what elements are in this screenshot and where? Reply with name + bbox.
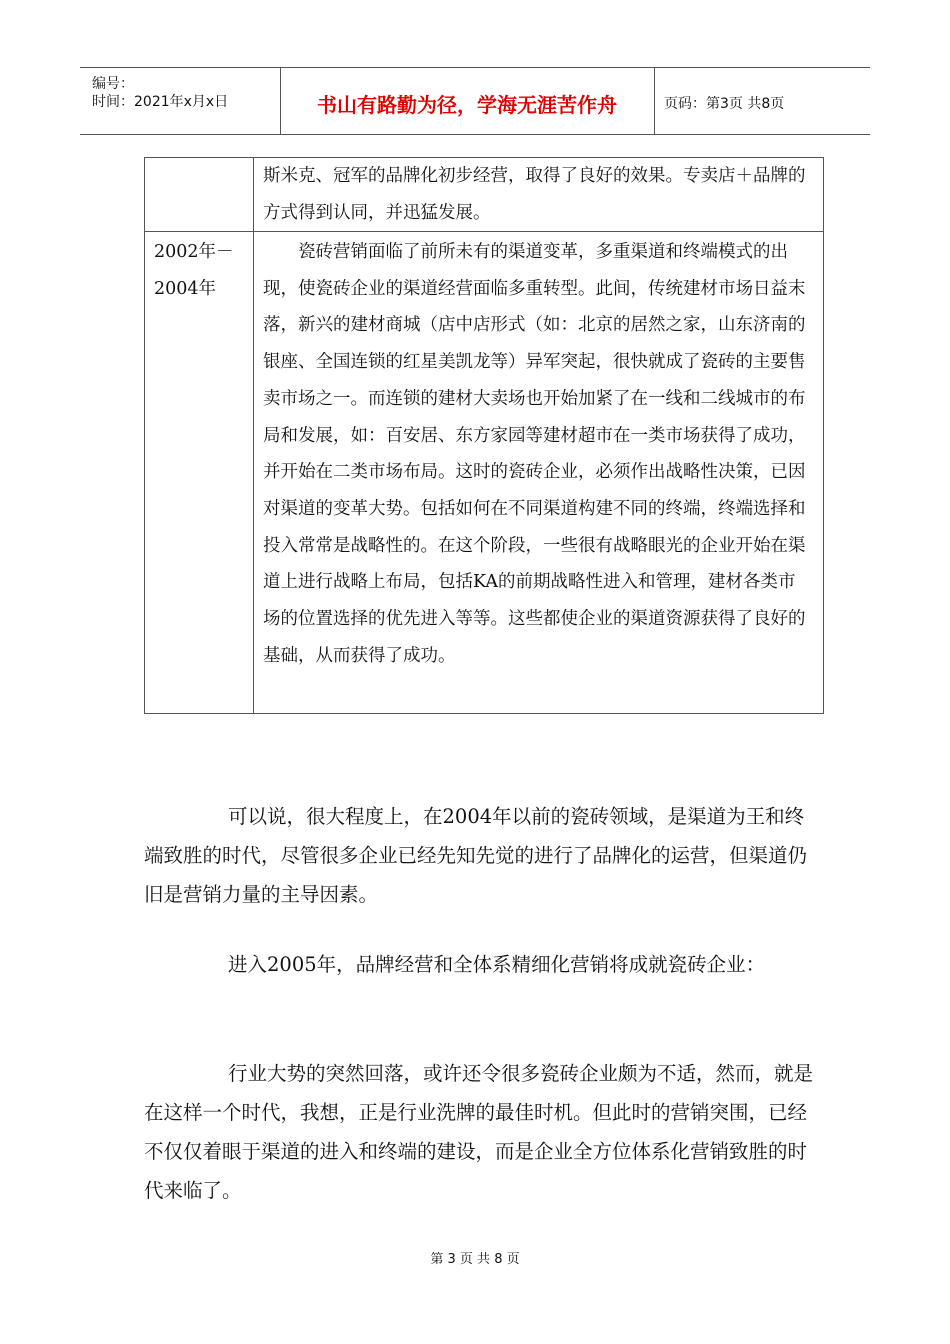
header-top-rule <box>80 67 870 68</box>
body-paragraph-2: 进入2005年，品牌经营和全体系精细化营销将成就瓷砖企业： <box>228 953 766 976</box>
table-column-divider <box>253 158 254 713</box>
header-number-label: 编号： <box>92 76 134 92</box>
header-divider-right <box>654 67 655 135</box>
header-motto: 书山有路勤为径，学海无涯苦作舟 <box>317 93 617 117</box>
page-header <box>80 67 870 135</box>
header-page-label: 页码：第3页 共8页 <box>664 96 785 112</box>
table-row2-year: 2002年－2004年 <box>154 242 234 299</box>
body-paragraph-3: 行业大势的突然回落，或许还令很多瓷砖企业颇为不适，然而，就是在这样一个时代，我想，正是行业洗牌的最佳时机。但此时的营销突围，已经不仅仅着眼于渠道的进入和终端的建设，而是企业全方位体系化营销致胜的时代来临了。 <box>144 1062 814 1202</box>
header-bottom-rule <box>80 134 870 135</box>
page-footer: 第 3 页 共 8 页 <box>430 1252 520 1267</box>
history-table <box>144 157 824 714</box>
body-paragraph-1: 可以说，很大程度上，在2004年以前的瓷砖领域，是渠道为王和终端致胜的时代，尽管很多企业已经先知先觉的进行了品牌化的运营，但渠道仍旧是营销力量的主导因素。 <box>144 805 808 906</box>
header-time-label: 时间：2021年x月x日 <box>92 94 229 110</box>
table-row1-text: 斯米克、冠军的品牌化初步经营，取得了良好的效果。专卖店＋品牌的方式得到认同，并迅猛发展。 <box>263 166 806 223</box>
table-row2-text: 瓷砖营销面临了前所未有的渠道变革，多重渠道和终端模式的出现，使瓷砖企业的渠道经营面临多重转型。此间，传统建材市场日益末落，新兴的建材商城（店中店形式（如：北京的居然之家，山东济南的银座、全国连锁的红星美凯龙等）异军突起，很快就成了瓷砖的主要售卖市场之一。而连锁的建材大卖场也开始加紧了在一线和二线城市的布局和发展，如：百安居、东方家园等建材超市在一类市场获得了成功，并开始在二类市场布局。这时的瓷砖企业，必须作出战略性决策，已因对渠道的变革大势。包括如何在不同渠道构建不同的终端，终端选择和投入常常是战略性的。在这个阶段，一些很有战略眼光的企业开始在渠道上进行战略上布局，包括KA的前期战略性进入和管理，建材各类市场的位置选择的优先进入等等。这些都使企业的渠道资源获得了良好的基础，从而获得了成功。 <box>263 242 806 666</box>
